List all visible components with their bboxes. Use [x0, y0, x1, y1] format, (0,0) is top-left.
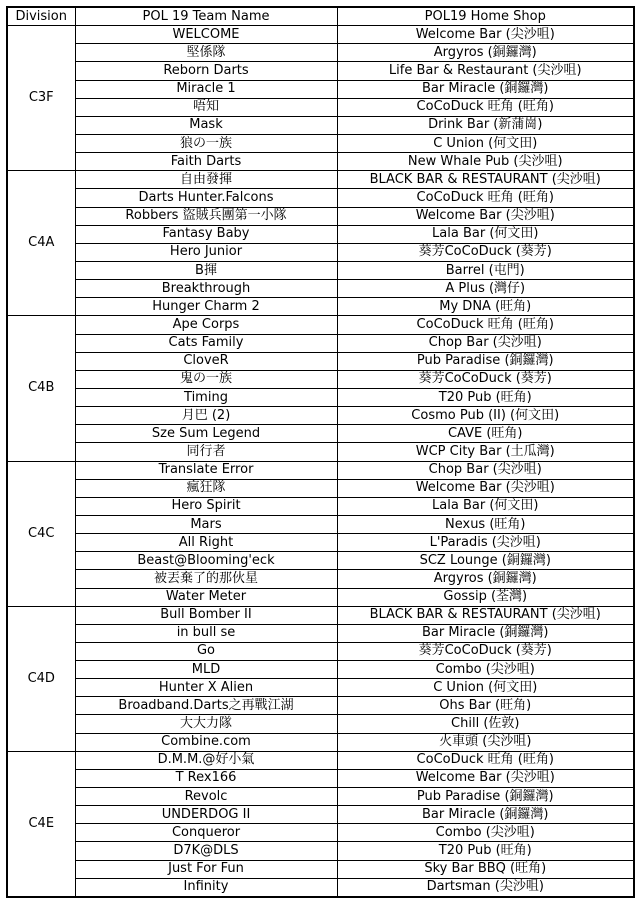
table-row [7, 153, 634, 171]
table-row [7, 298, 634, 316]
header-home-shop: POL19 Home Shop [337, 7, 634, 26]
team-name-cell: MLD [75, 661, 337, 679]
team-name-cell: Ape Corps [75, 316, 337, 334]
home-shop-cell: Bar Miracle (銅鑼灣) [337, 624, 634, 642]
team-name-cell: 月巴 (2) [75, 407, 337, 425]
table-row [7, 606, 634, 624]
table-row [7, 280, 634, 298]
team-name-cell: WELCOME [75, 26, 337, 44]
team-name-cell: Water Meter [75, 588, 337, 606]
team-name-cell: Translate Error [75, 461, 337, 479]
home-shop-cell: Cosmo Pub (II) (何文田) [337, 407, 634, 425]
home-shop-cell: Bar Miracle (銅鑼灣) [337, 806, 634, 824]
team-name-cell: Reborn Darts [75, 62, 337, 80]
home-shop-cell: Barrel (屯門) [337, 261, 634, 279]
team-name-cell: 瘋狂隊 [75, 479, 337, 497]
home-shop-cell: Pub Paradise (銅鑼灣) [337, 788, 634, 806]
division-table-sheet [6, 6, 633, 898]
table-row [7, 443, 634, 461]
table-row [7, 334, 634, 352]
home-shop-cell: My DNA (旺角) [337, 298, 634, 316]
home-shop-cell: Gossip (荃灣) [337, 588, 634, 606]
team-name-cell: Cats Family [75, 334, 337, 352]
table-row [7, 878, 634, 897]
table-row [7, 44, 634, 62]
team-name-cell: Timing [75, 388, 337, 406]
table-row [7, 316, 634, 334]
table-row [7, 661, 634, 679]
table-row [7, 425, 634, 443]
team-name-cell: Hero Spirit [75, 497, 337, 515]
table-row [7, 733, 634, 751]
table-row [7, 26, 634, 44]
table-row [7, 80, 634, 98]
team-name-cell: 被丟棄了的那伙星 [75, 570, 337, 588]
table-row [7, 497, 634, 515]
table-row [7, 715, 634, 733]
table-row [7, 860, 634, 878]
home-shop-cell: SCZ Lounge (銅鑼灣) [337, 552, 634, 570]
home-shop-cell: CAVE (旺角) [337, 425, 634, 443]
home-shop-cell: 葵芳CoCoDuck (葵芳) [337, 243, 634, 261]
team-name-cell: 大大力隊 [75, 715, 337, 733]
table-row [7, 552, 634, 570]
team-name-cell: 唔知 [75, 98, 337, 116]
team-name-cell: Hunger Charm 2 [75, 298, 337, 316]
team-name-cell: Mask [75, 116, 337, 134]
home-shop-cell: BLACK BAR & RESTAURANT (尖沙咀) [337, 171, 634, 189]
home-shop-cell: A Plus (灣仔) [337, 280, 634, 298]
table-row [7, 642, 634, 660]
home-shop-cell: Welcome Bar (尖沙咀) [337, 479, 634, 497]
team-name-cell: D7K@DLS [75, 842, 337, 860]
home-shop-cell: Welcome Bar (尖沙咀) [337, 769, 634, 787]
team-name-cell: 同行者 [75, 443, 337, 461]
home-shop-cell: Chill (佐敦) [337, 715, 634, 733]
home-shop-cell: Combo (尖沙咀) [337, 824, 634, 842]
team-name-cell: Robbers 盜賊兵團第一小隊 [75, 207, 337, 225]
home-shop-cell: CoCoDuck 旺角 (旺角) [337, 316, 634, 334]
header-team-name: POL 19 Team Name [75, 7, 337, 26]
home-shop-cell: Argyros (銅鑼灣) [337, 570, 634, 588]
table-row [7, 570, 634, 588]
team-name-cell: Combine.com [75, 733, 337, 751]
home-shop-cell: Sky Bar BBQ (旺角) [337, 860, 634, 878]
home-shop-cell: C Union (何文田) [337, 679, 634, 697]
home-shop-cell: CoCoDuck 旺角 (旺角) [337, 189, 634, 207]
home-shop-cell: Chop Bar (尖沙咀) [337, 461, 634, 479]
table-row [7, 243, 634, 261]
table-row [7, 824, 634, 842]
home-shop-cell: 葵芳CoCoDuck (葵芳) [337, 370, 634, 388]
table-row [7, 134, 634, 152]
team-name-cell: Conqueror [75, 824, 337, 842]
home-shop-cell: WCP City Bar (土瓜灣) [337, 443, 634, 461]
team-name-cell: Bull Bomber II [75, 606, 337, 624]
home-shop-cell: Drink Bar (新蒲崗) [337, 116, 634, 134]
home-shop-cell: 火車頭 (尖沙咀) [337, 733, 634, 751]
table-row [7, 806, 634, 824]
table-row [7, 352, 634, 370]
table-row [7, 207, 634, 225]
table-body [7, 26, 634, 897]
table-row [7, 588, 634, 606]
team-name-cell: Darts Hunter.Falcons [75, 189, 337, 207]
home-shop-cell: BLACK BAR & RESTAURANT (尖沙咀) [337, 606, 634, 624]
table-row [7, 479, 634, 497]
table-row [7, 842, 634, 860]
team-name-cell: Broadband.Darts之再戰江湖 [75, 697, 337, 715]
home-shop-cell: 葵芳CoCoDuck (葵芳) [337, 642, 634, 660]
home-shop-cell: CoCoDuck 旺角 (旺角) [337, 98, 634, 116]
home-shop-cell: L'Paradis (尖沙咀) [337, 534, 634, 552]
home-shop-cell: Combo (尖沙咀) [337, 661, 634, 679]
team-name-cell: Revolc [75, 788, 337, 806]
home-shop-cell: Life Bar & Restaurant (尖沙咀) [337, 62, 634, 80]
team-name-cell: Just For Fun [75, 860, 337, 878]
team-name-cell: T Rex166 [75, 769, 337, 787]
team-name-cell: Breakthrough [75, 280, 337, 298]
team-name-cell: Hunter X Alien [75, 679, 337, 697]
team-name-cell: Mars [75, 515, 337, 533]
home-shop-cell: T20 Pub (旺角) [337, 388, 634, 406]
table-row [7, 788, 634, 806]
team-name-cell: in bull se [75, 624, 337, 642]
table-row [7, 98, 634, 116]
home-shop-cell: Chop Bar (尖沙咀) [337, 334, 634, 352]
division-cell: C4C [7, 461, 75, 606]
division-cell: C4E [7, 751, 75, 897]
table-row [7, 769, 634, 787]
home-shop-cell: Pub Paradise (銅鑼灣) [337, 352, 634, 370]
team-name-cell: Go [75, 642, 337, 660]
table-row [7, 407, 634, 425]
home-shop-cell: C Union (何文田) [337, 134, 634, 152]
table-row [7, 751, 634, 769]
home-shop-cell: New Whale Pub (尖沙咀) [337, 153, 634, 171]
table-row [7, 189, 634, 207]
home-shop-cell: Lala Bar (何文田) [337, 497, 634, 515]
team-name-cell: 自由發揮 [75, 171, 337, 189]
home-shop-cell: Welcome Bar (尖沙咀) [337, 207, 634, 225]
team-name-cell: 鬼の一族 [75, 370, 337, 388]
division-table [6, 6, 635, 898]
home-shop-cell: Nexus (旺角) [337, 515, 634, 533]
table-row [7, 697, 634, 715]
home-shop-cell: Lala Bar (何文田) [337, 225, 634, 243]
division-cell: C4B [7, 316, 75, 461]
team-name-cell: UNDERDOG II [75, 806, 337, 824]
table-row [7, 461, 634, 479]
home-shop-cell: Dartsman (尖沙咀) [337, 878, 634, 897]
team-name-cell: 堅係隊 [75, 44, 337, 62]
home-shop-cell: T20 Pub (旺角) [337, 842, 634, 860]
header-division: Division [7, 7, 75, 26]
team-name-cell: CloveR [75, 352, 337, 370]
header-row [7, 7, 634, 26]
table-row [7, 261, 634, 279]
team-name-cell: B揮 [75, 261, 337, 279]
division-cell: C4A [7, 171, 75, 316]
table-row [7, 515, 634, 533]
home-shop-cell: Welcome Bar (尖沙咀) [337, 26, 634, 44]
home-shop-cell: Ohs Bar (旺角) [337, 697, 634, 715]
table-row [7, 679, 634, 697]
team-name-cell: 狼の一族 [75, 134, 337, 152]
team-name-cell: Miracle 1 [75, 80, 337, 98]
table-row [7, 624, 634, 642]
table-row [7, 534, 634, 552]
division-cell: C4D [7, 606, 75, 751]
table-row [7, 171, 634, 189]
home-shop-cell: Bar Miracle (銅鑼灣) [337, 80, 634, 98]
home-shop-cell: Argyros (銅鑼灣) [337, 44, 634, 62]
table-row [7, 370, 634, 388]
team-name-cell: Infinity [75, 878, 337, 897]
team-name-cell: Sze Sum Legend [75, 425, 337, 443]
team-name-cell: All Right [75, 534, 337, 552]
table-row [7, 116, 634, 134]
team-name-cell: D.M.M.@好小氣 [75, 751, 337, 769]
home-shop-cell: CoCoDuck 旺角 (旺角) [337, 751, 634, 769]
team-name-cell: Beast@Blooming'eck [75, 552, 337, 570]
team-name-cell: Hero Junior [75, 243, 337, 261]
team-name-cell: Fantasy Baby [75, 225, 337, 243]
table-row [7, 388, 634, 406]
division-cell: C3F [7, 26, 75, 171]
team-name-cell: Faith Darts [75, 153, 337, 171]
table-row [7, 225, 634, 243]
table-row [7, 62, 634, 80]
